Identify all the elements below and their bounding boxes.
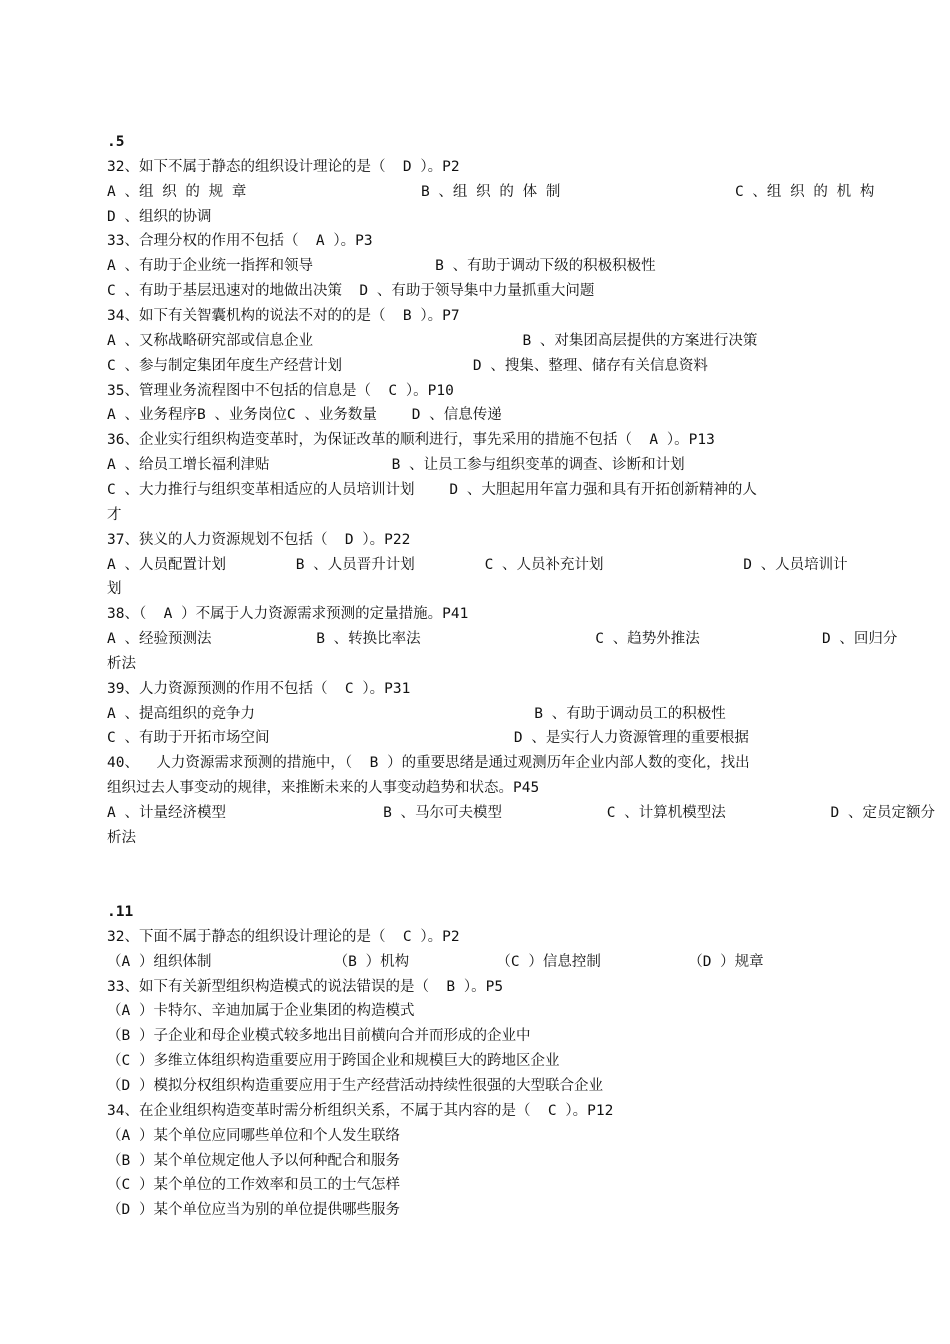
text-line: A 、又称战略研究部或信息企业 B 、对集团高层提供的方案进行决策	[107, 332, 758, 349]
section-heading: .5	[107, 134, 125, 150]
text-line: 析法	[107, 655, 136, 672]
text-line: C 、有助于开拓市场空间 D 、是实行人力资源管理的重要根据	[107, 730, 749, 747]
text-line: （C ）某个单位的工作效率和员工的士气怎样	[107, 1177, 400, 1194]
text-line: A 、计量经济模型 B 、马尔可夫模型 C 、计算机模型法 D 、定员定额分	[107, 805, 935, 821]
section-heading: .11	[107, 904, 134, 920]
text-line: 33、如下有关新型组织构造模式的说法错误的是（ B ）。P5	[107, 978, 504, 995]
text-line: （A ）组织体制 （B ）机构 （C ）信息控制 （D ）规章	[107, 953, 764, 970]
text-line: A 、业务程序B 、业务岗位C 、业务数量 D 、信息传递	[107, 407, 502, 424]
text-line: 35、管理业务流程图中不包括的信息是（ C ）。P10	[107, 382, 454, 399]
text-line: 34、在企业组织构造变革时需分析组织关系，不属于其内容的是（ C ）。P12	[107, 1102, 614, 1119]
text-line: 32、如下不属于静态的组织设计理论的是（ D ）。P2	[107, 158, 460, 175]
text-line: A 、人员配置计划 B 、人员晋升计划 C 、人员补充计划 D 、人员培训计	[107, 556, 848, 573]
text-line: 划	[107, 581, 122, 598]
text-line: 36、企业实行组织构造变革时，为保证改革的顺利进行，事先采用的措施不包括（ A ）。P13	[107, 432, 715, 449]
text-line: 40、 人力资源需求预测的措施中，（ B ）的重要思绪是通过观测历年企业内部人数的变化，找出	[107, 755, 750, 772]
text-line: 38、（ A ）不属于人力资源需求预测的定量措施。P41	[107, 606, 469, 623]
text-line: C 、有助于基层迅速对的地做出决策 D 、有助于领导集中力量抓重大问题	[107, 283, 595, 300]
text-line: A 、给员工增长福利津贴 B 、让员工参与组织变革的调查、诊断和计划	[107, 457, 685, 474]
text-line: （C ）多维立体组织构造重要应用于跨国企业和规模巨大的跨地区企业	[107, 1053, 560, 1070]
text-line: A 、有助于企业统一指挥和领导 B 、有助于调动下级的积极积极性	[107, 258, 656, 275]
text-line: （D ）模拟分权组织构造重要应用于生产经营活动持续性很强的大型联合企业	[107, 1078, 603, 1094]
text-line: 33、合理分权的作用不包括（ A ）。P3	[107, 233, 373, 250]
text-line: C 、参与制定集团年度生产经营计划 D 、搜集、整理、储存有关信息资料	[107, 357, 708, 374]
text-line: A 、提高组织的竞争力 B 、有助于调动员工的积极性	[107, 705, 726, 722]
text-line: 才	[107, 506, 122, 523]
text-line: 39、人力资源预测的作用不包括（ C ）。P31	[107, 680, 411, 697]
text-line: 析法	[107, 829, 136, 846]
text-line: （A ）卡特尔、辛迪加属于企业集团的构造模式	[107, 1003, 415, 1020]
text-line: （D ）某个单位应当为别的单位提供哪些服务	[107, 1202, 400, 1219]
text-line: C 、大力推行与组织变革相适应的人员培训计划 D 、大胆起用年富力强和具有开拓创新精神的人	[107, 481, 757, 498]
text-line: A 、经验预测法 B 、转换比率法 C 、趋势外推法 D 、回归分	[107, 631, 898, 647]
text-line: 37、狭义的人力资源规划不包括（ D ）。P22	[107, 531, 411, 548]
text-line: D 、组织的协调	[107, 208, 212, 225]
text-line: 32、下面不属于静态的组织设计理论的是（ C ）。P2	[107, 928, 460, 945]
text-line: A 、组 织 的 规 章 B 、组 织 的 体 制 C 、组 织 的 机 构	[107, 183, 875, 200]
text-line: 34、如下有关智囊机构的说法不对的的是（ B ）。P7	[107, 308, 460, 324]
text-line: （B ）某个单位规定他人予以何种配合和服务	[107, 1152, 400, 1169]
text-line: 组织过去人事变动的规律，来推断未来的人事变动趋势和状态。P45	[107, 780, 540, 797]
text-line: （B ）子企业和母企业模式较多地出目前横向合并而形成的企业中	[107, 1028, 531, 1045]
text-line: （A ）某个单位应同哪些单位和个人发生联络	[107, 1127, 400, 1144]
